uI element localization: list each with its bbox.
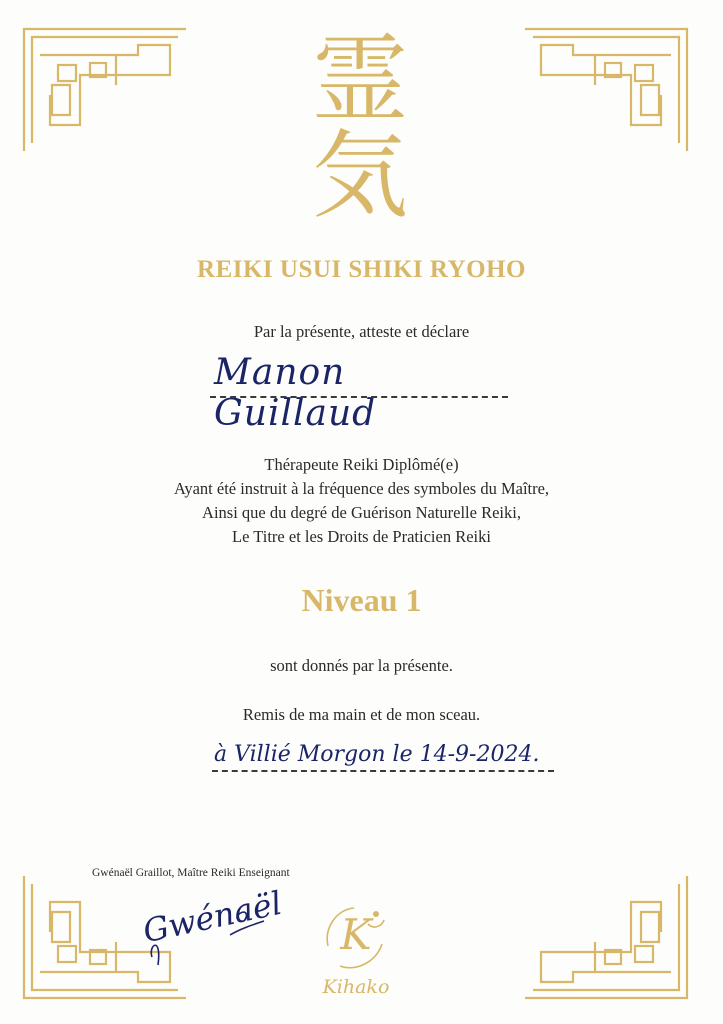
logo-name: Kihako xyxy=(322,976,390,998)
kanji-ki: 気 xyxy=(312,120,408,232)
issued-text: Remis de ma main et de mon sceau. xyxy=(242,705,481,724)
signature: Gwénaël xyxy=(139,883,286,951)
corner-ornament-top-left xyxy=(20,25,190,155)
kanji-rei: 霊 xyxy=(312,24,408,136)
body-line-4: Le Titre et les Droits de Praticien Reiki xyxy=(232,527,491,546)
place-dashed-line xyxy=(212,770,554,772)
body-line-1: Thérapeute Reiki Diplômé(e) xyxy=(264,455,459,474)
signer-name: Gwénaël Graillot, Maître Reiki Enseignant xyxy=(92,867,290,879)
corner-ornament-top-right xyxy=(521,25,691,155)
signature-stroke xyxy=(140,895,270,975)
intro-text: Par la présente, atteste et déclare xyxy=(253,322,470,341)
level-heading: Niveau 1 xyxy=(301,582,422,618)
logo-letter: K xyxy=(340,910,372,959)
name-dashed-line xyxy=(210,396,508,398)
recipient-name: Manon Guillaud xyxy=(214,352,377,434)
place-date: à Villié Morgon le 14-9-2024. xyxy=(214,742,540,767)
given-text: sont donnés par la présente. xyxy=(270,656,453,675)
body-line-2: Ayant été instruit à la fréquence des symboles du Maître, xyxy=(173,479,550,498)
body-line-3: Ainsi que du degré de Guérison Naturelle Reiki, xyxy=(202,503,521,522)
certificate-title: REIKI USUI SHIKI RYOHO xyxy=(197,256,526,283)
corner-ornament-bottom-right xyxy=(521,872,691,1002)
